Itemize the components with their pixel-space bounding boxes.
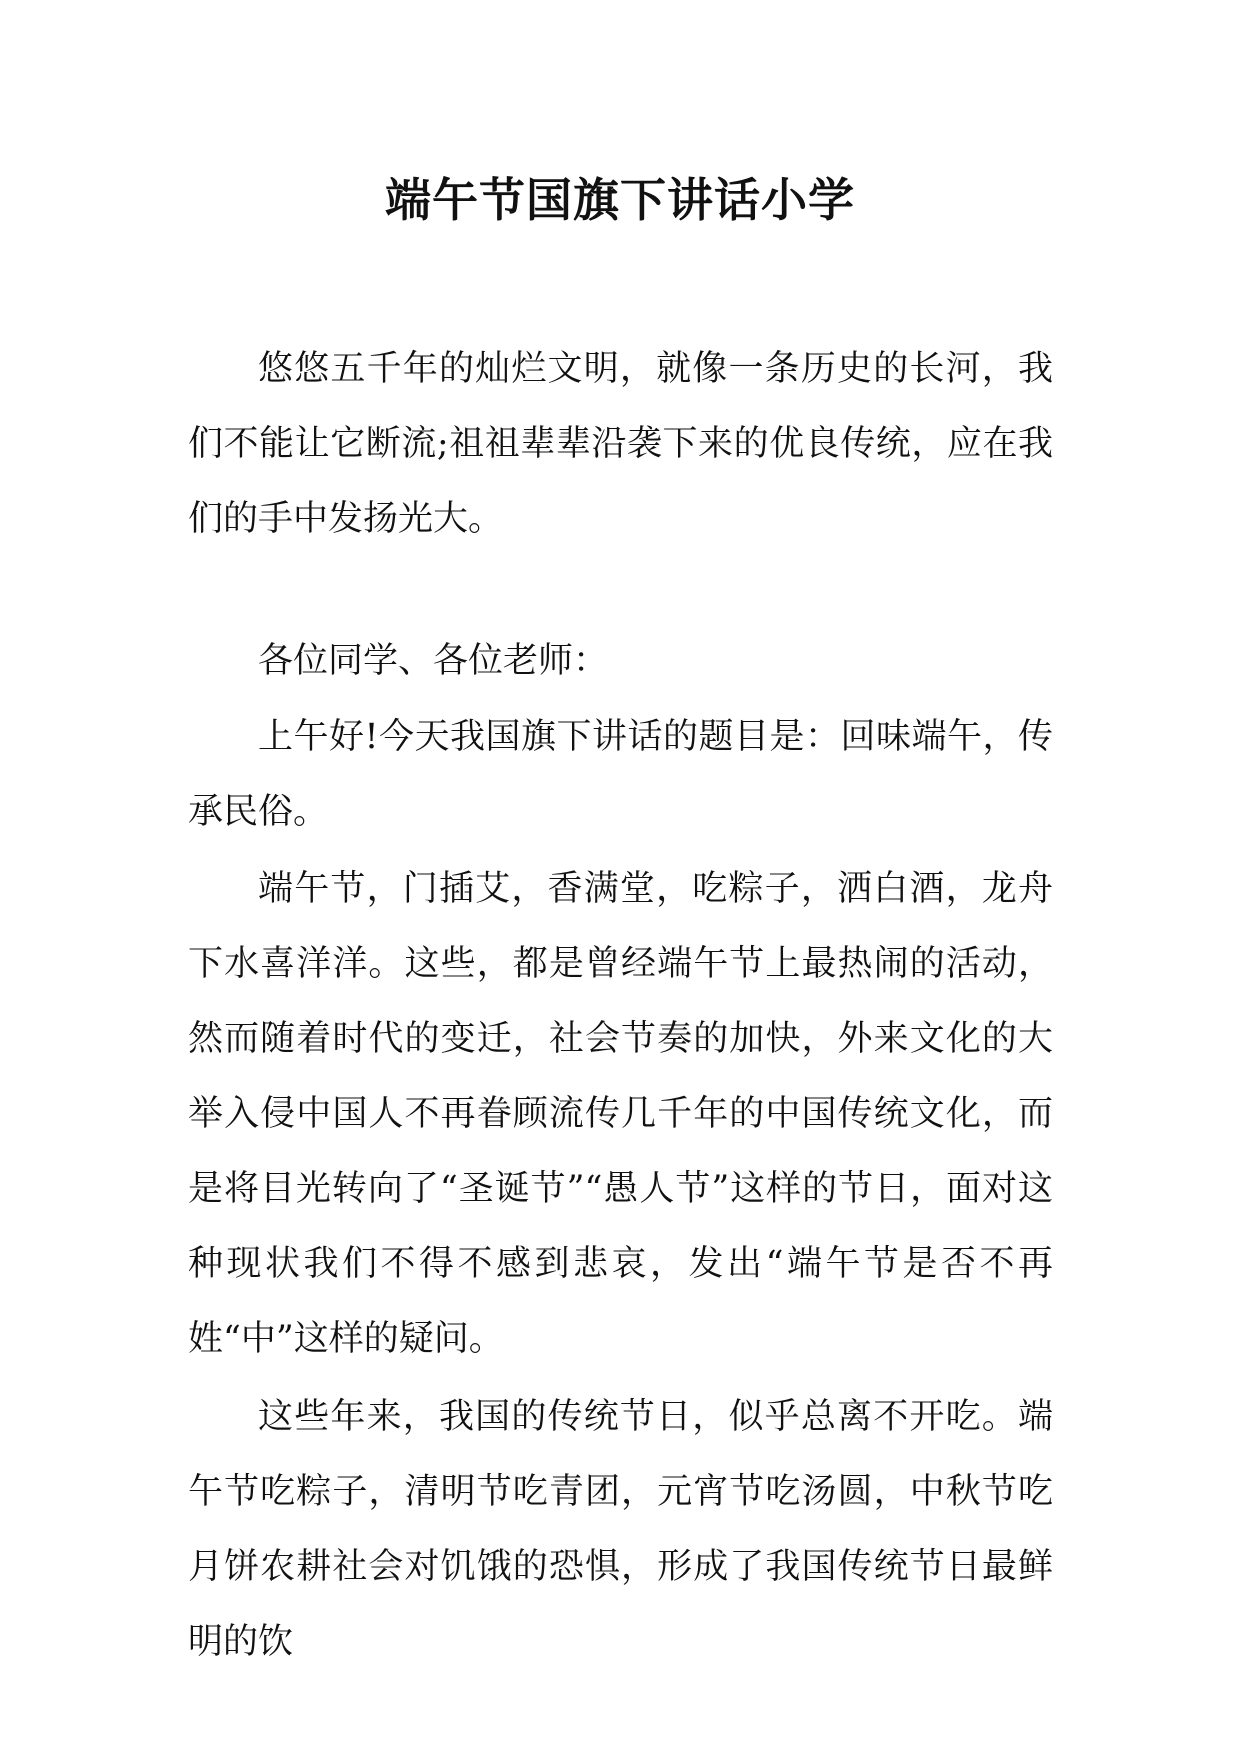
intro-paragraph: 悠悠五千年的灿烂文明，就像一条历史的长河，我们不能让它断流;祖祖辈辈沿袭下来的优良传统，应在我们的手中发扬光大。 xyxy=(188,349,1053,539)
opening-paragraph: 上午好!今天我国旗下讲话的题目是：回味端午，传承民俗。 xyxy=(188,717,1053,832)
document-title: 端午节国旗下讲话小学 xyxy=(385,173,855,227)
greeting-paragraph: 各位同学、各位老师： xyxy=(258,641,609,681)
body-paragraph-customs: 端午节，门插艾，香满堂，吃粽子，洒白酒，龙舟下水喜洋洋。这些，都是曾经端午节上最热闹的活动，然而随着时代的变迁，社会节奏的加快，外来文化的大举入侵中国人不再眷顾流传几千年的中国传统文化，而是将目光转向了“圣诞节”“愚人节”这样的节日，面对这种现状我们不得不感到悲哀，发出“端午节是否不再姓“中”这样的疑问。 xyxy=(188,869,1053,1359)
body-paragraph-food: 这些年来，我国的传统节日，似乎总离不开吃。端午节吃粽子，清明节吃青团，元宵节吃汤圆，中秋节吃月饼农耕社会对饥饿的恐惧，形成了我国传统节日最鲜明的饮 xyxy=(188,1397,1053,1662)
